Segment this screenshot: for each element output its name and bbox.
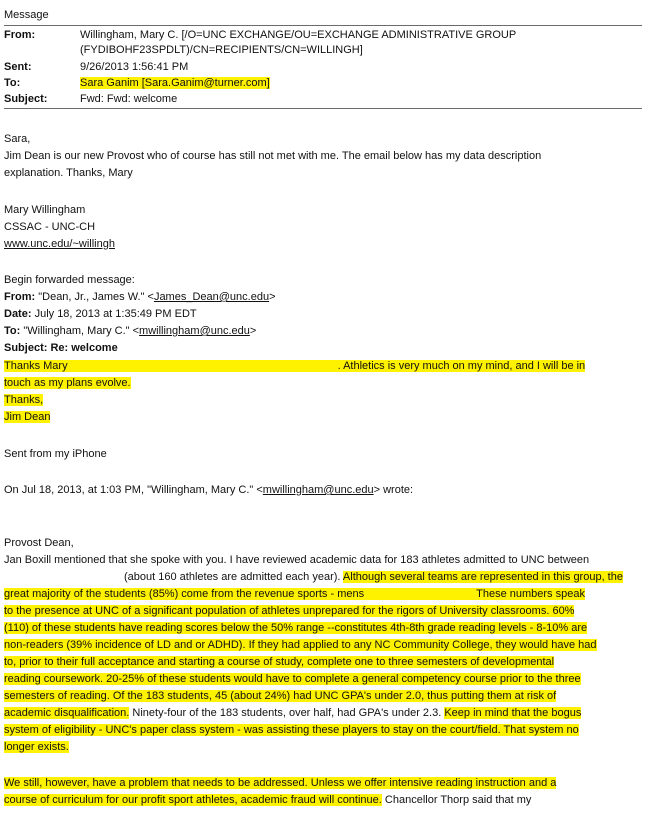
quote-header	[4, 483, 413, 497]
para2-line-10-b: Ninety-four of the 183 students, over half, had GPA's under 2.3.	[129, 707, 445, 719]
quote-email-link[interactable]: mwillingham@unc.edu	[262, 484, 374, 496]
forward-to-label: To:	[4, 325, 21, 337]
reply-line-1	[4, 359, 585, 373]
para2-line-2-plain: (about 160 athletes are admitted each year).	[124, 571, 343, 583]
reply-athletics: . Athletics is very much on my mind, and I will be in	[337, 360, 586, 372]
para3-line-1: We still, however, have a problem that needs to be addressed. Unless we offer intensive reading instruction and a	[4, 777, 557, 789]
forward-from-label: From:	[4, 291, 36, 303]
forward-subject: Subject: Re: welcome	[4, 342, 118, 354]
para2-line-2-highlight: Although several teams are represented in this group, the	[342, 571, 623, 583]
para2-line-2	[124, 570, 623, 584]
sent-label: Sent:	[4, 61, 32, 73]
para2-line-10-a: academic disqualification.	[4, 707, 130, 719]
header-bottom-rule	[4, 108, 642, 109]
forward-date	[4, 307, 197, 321]
quote-header-text: On Jul 18, 2013, at 1:03 PM, "Willingham, Mary C." <	[4, 484, 263, 496]
signature-name: Mary Willingham	[4, 204, 86, 216]
para2-line-9: semesters of reading. Of the 183 students, 45 (about 24%) had UNC GPA's under 2.0, thus putting them at risk of	[4, 690, 557, 702]
para2-line-12: longer exists.	[4, 741, 69, 753]
para2-line-10	[4, 706, 581, 720]
from-value-line-2: (FYDIBOHF23SPDLT)/CN=RECIPIENTS/CN=WILLINGH]	[80, 44, 363, 56]
para3-line-2-b: Chancellor Thorp said that my	[381, 794, 532, 806]
para2-line-1: Jan Boxill mentioned that she spoke with you. I have reviewed academic data for 183 athletes admitted to UNC between	[4, 554, 590, 566]
forward-from-name: "Dean, Jr., James W." <	[35, 291, 154, 303]
signature-org: CSSAC - UNC-CH	[4, 221, 96, 233]
para3-line-2-a: course of curriculum for our profit sport athletes, academic fraud will continue.	[4, 794, 382, 806]
para2-line-3-b: These numbers speak	[476, 588, 585, 600]
signature-url-link[interactable]: www.unc.edu/~willingh	[4, 238, 115, 250]
para2-line-3-a: great majority of the students (85%) come from the revenue sports - mens	[4, 588, 476, 600]
subject-label: Subject:	[4, 93, 48, 105]
reply-line-3: Thanks,	[4, 394, 44, 406]
reply-line-4: Jim Dean	[4, 411, 51, 423]
para2-line-5: (110) of these students have reading scores below the 50% range --constitutes 4th-8th grade reading levels - 8-10% are	[4, 622, 588, 634]
para2-line-11: system of eligibility - UNC's paper class system - was assisting these players to stay on the court/field. That system no	[4, 724, 579, 736]
para1-line-2: explanation. Thanks, Mary	[4, 167, 133, 179]
forward-from-email-link[interactable]: James_Dean@unc.edu	[153, 291, 270, 303]
sent-from-iphone: Sent from my iPhone	[4, 448, 107, 460]
forward-to	[4, 324, 256, 338]
para1-line-1: Jim Dean is our new Provost who of course has still not met with me. The email below has my data description	[4, 150, 542, 162]
from-label: From:	[4, 29, 36, 41]
greeting: Sara,	[4, 133, 31, 145]
to-label: To:	[4, 77, 21, 89]
para2-line-8: reading coursework. 20-25% of these students would have to complete a general competency course prior to the three	[4, 673, 581, 685]
forward-to-email-link[interactable]: mwillingham@unc.edu	[139, 325, 250, 337]
forward-to-name: "Willingham, Mary C." <	[20, 325, 140, 337]
para2-line-6: non-readers (39% incidence of LD and or ADHD). If they had applied to any NC Community College, they would have had	[4, 639, 597, 651]
para2-line-4: to the presence at UNC of a significant population of athletes unprepared for the rigors of University classrooms. 60%	[4, 605, 575, 617]
forward-to-close: >	[249, 325, 257, 337]
forward-intro: Begin forwarded message:	[4, 274, 135, 286]
forward-date-label: Date:	[4, 308, 32, 320]
forward-from-close: >	[269, 291, 276, 303]
subject-value: Fwd: Fwd: welcome	[80, 93, 178, 105]
forward-date-value: July 18, 2013 at 1:35:49 PM EDT	[31, 308, 197, 320]
message-label: Message	[4, 9, 49, 21]
header-top-rule	[4, 25, 642, 26]
quote-header-close: > wrote:	[373, 484, 414, 496]
forward-from	[4, 290, 276, 304]
from-value-line-1: Willingham, Mary C. [/O=UNC EXCHANGE/OU=EXCHANGE ADMINISTRATIVE GROUP	[80, 29, 517, 41]
para2-line-7: to, prior to their full acceptance and starting a course of study, complete one to three semesters of developmental	[4, 656, 555, 668]
salutation: Provost Dean,	[4, 537, 74, 549]
reply-line-2: touch as my plans evolve.	[4, 377, 131, 389]
para3-line-2	[4, 793, 531, 807]
sent-value: 9/26/2013 1:56:41 PM	[80, 61, 189, 73]
reply-thanks: Thanks Mary	[4, 360, 338, 372]
para2-line-3	[4, 587, 585, 601]
para2-line-10-c: Keep in mind that the bogus	[444, 707, 582, 719]
to-value: Sara Ganim [Sara.Ganim@turner.com]	[80, 77, 270, 89]
